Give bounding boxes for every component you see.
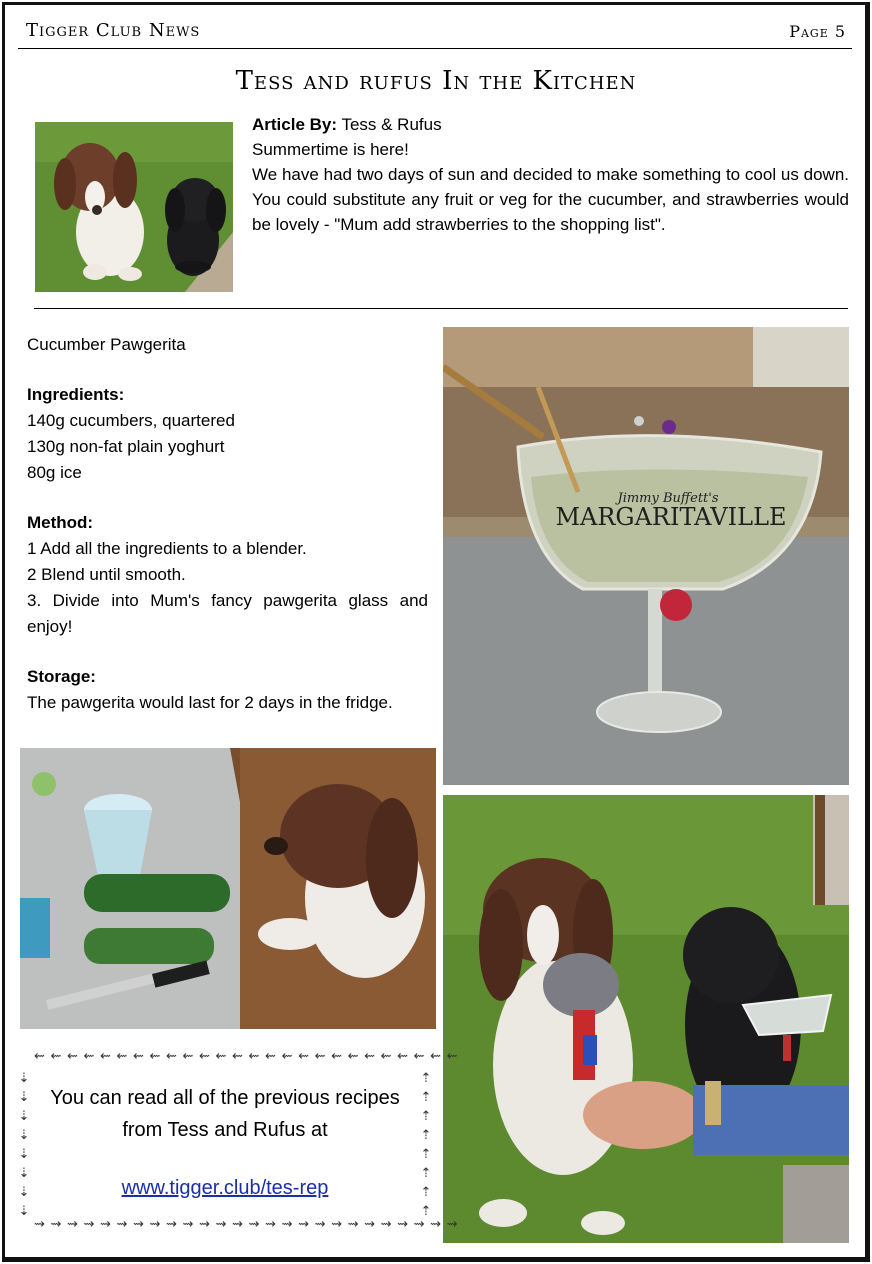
- storage-heading: Storage:: [27, 667, 96, 686]
- article-title: Tess and rufus In the Kitchen: [235, 66, 637, 96]
- method-heading: Method:: [27, 513, 94, 532]
- storage-text: The pawgerita would last for 2 days in the fridge.: [27, 693, 393, 712]
- page-number: Page 5: [789, 22, 846, 41]
- recipes-link[interactable]: www.tigger.club/tes-rep: [121, 1177, 329, 1199]
- paw-border-left: ⇣ ⇣ ⇣ ⇣ ⇣ ⇣ ⇣ ⇣: [18, 1070, 30, 1218]
- byline-value: Tess & Rufus: [337, 115, 442, 134]
- recipe-block: [27, 332, 428, 716]
- notice-line-1: You can read all of the previous recipes: [50, 1087, 400, 1109]
- glass-logo-small: Jimmy Buffett's: [617, 491, 719, 506]
- ingredient-item: 140g cucumbers, quartered: [27, 411, 235, 430]
- byline-label: Article By:: [252, 115, 338, 134]
- recipe-name: Cucumber Pawgerita: [27, 335, 186, 354]
- notice-line-2: from Tess and Rufus at: [122, 1119, 328, 1141]
- article-intro: [252, 112, 849, 237]
- byline: [252, 112, 849, 137]
- dogs-toy-photo: [443, 795, 849, 1243]
- paw-border-top: ⇜ ⇜ ⇜ ⇜ ⇜ ⇜ ⇜ ⇜ ⇜ ⇜ ⇜ ⇜ ⇜ ⇜ ⇜ ⇜ ⇜ ⇜ ⇜ ⇜ ⇜ ⇜ ⇜ ⇜ ⇜ ⇜: [34, 1048, 459, 1063]
- ingredient-item: 80g ice: [27, 463, 82, 482]
- section-rule: [34, 308, 848, 309]
- paw-border-bottom: ⇝ ⇝ ⇝ ⇝ ⇝ ⇝ ⇝ ⇝ ⇝ ⇝ ⇝ ⇝ ⇝ ⇝ ⇝ ⇝ ⇝ ⇝ ⇝ ⇝ ⇝ ⇝ ⇝ ⇝ ⇝ ⇝: [34, 1216, 459, 1231]
- notice-text: [20, 1082, 430, 1204]
- glass-logo-big: MARGARITAVILLE: [555, 503, 787, 531]
- ingredients-heading: Ingredients:: [27, 385, 125, 404]
- header-rule: [18, 48, 852, 49]
- intro-line: Summertime is here!: [252, 140, 409, 159]
- intro-paragraph: We have had two days of sun and decided to make something to cool us down. You could substitute any fruit or veg for the cucumber, and strawberries would be lovely - "Mum add strawberries to the shopping list".: [252, 165, 849, 234]
- notice-box: [20, 1048, 438, 1232]
- ingredient-item: 130g non-fat plain yoghurt: [27, 437, 225, 456]
- method-step: 1 Add all the ingredients to a blender.: [27, 539, 307, 558]
- method-step: 3. Divide into Mum's fancy pawgerita glass and enjoy!: [27, 591, 428, 636]
- newsletter-name: Tigger Club News: [26, 20, 201, 41]
- pawgerita-glass-photo: [443, 327, 849, 785]
- method-step: 2 Blend until smooth.: [27, 565, 186, 584]
- ingredients-dog-photo: [20, 748, 436, 1029]
- paw-border-right: ⇡ ⇡ ⇡ ⇡ ⇡ ⇡ ⇡ ⇡: [420, 1070, 432, 1218]
- dogs-photo: [35, 122, 233, 292]
